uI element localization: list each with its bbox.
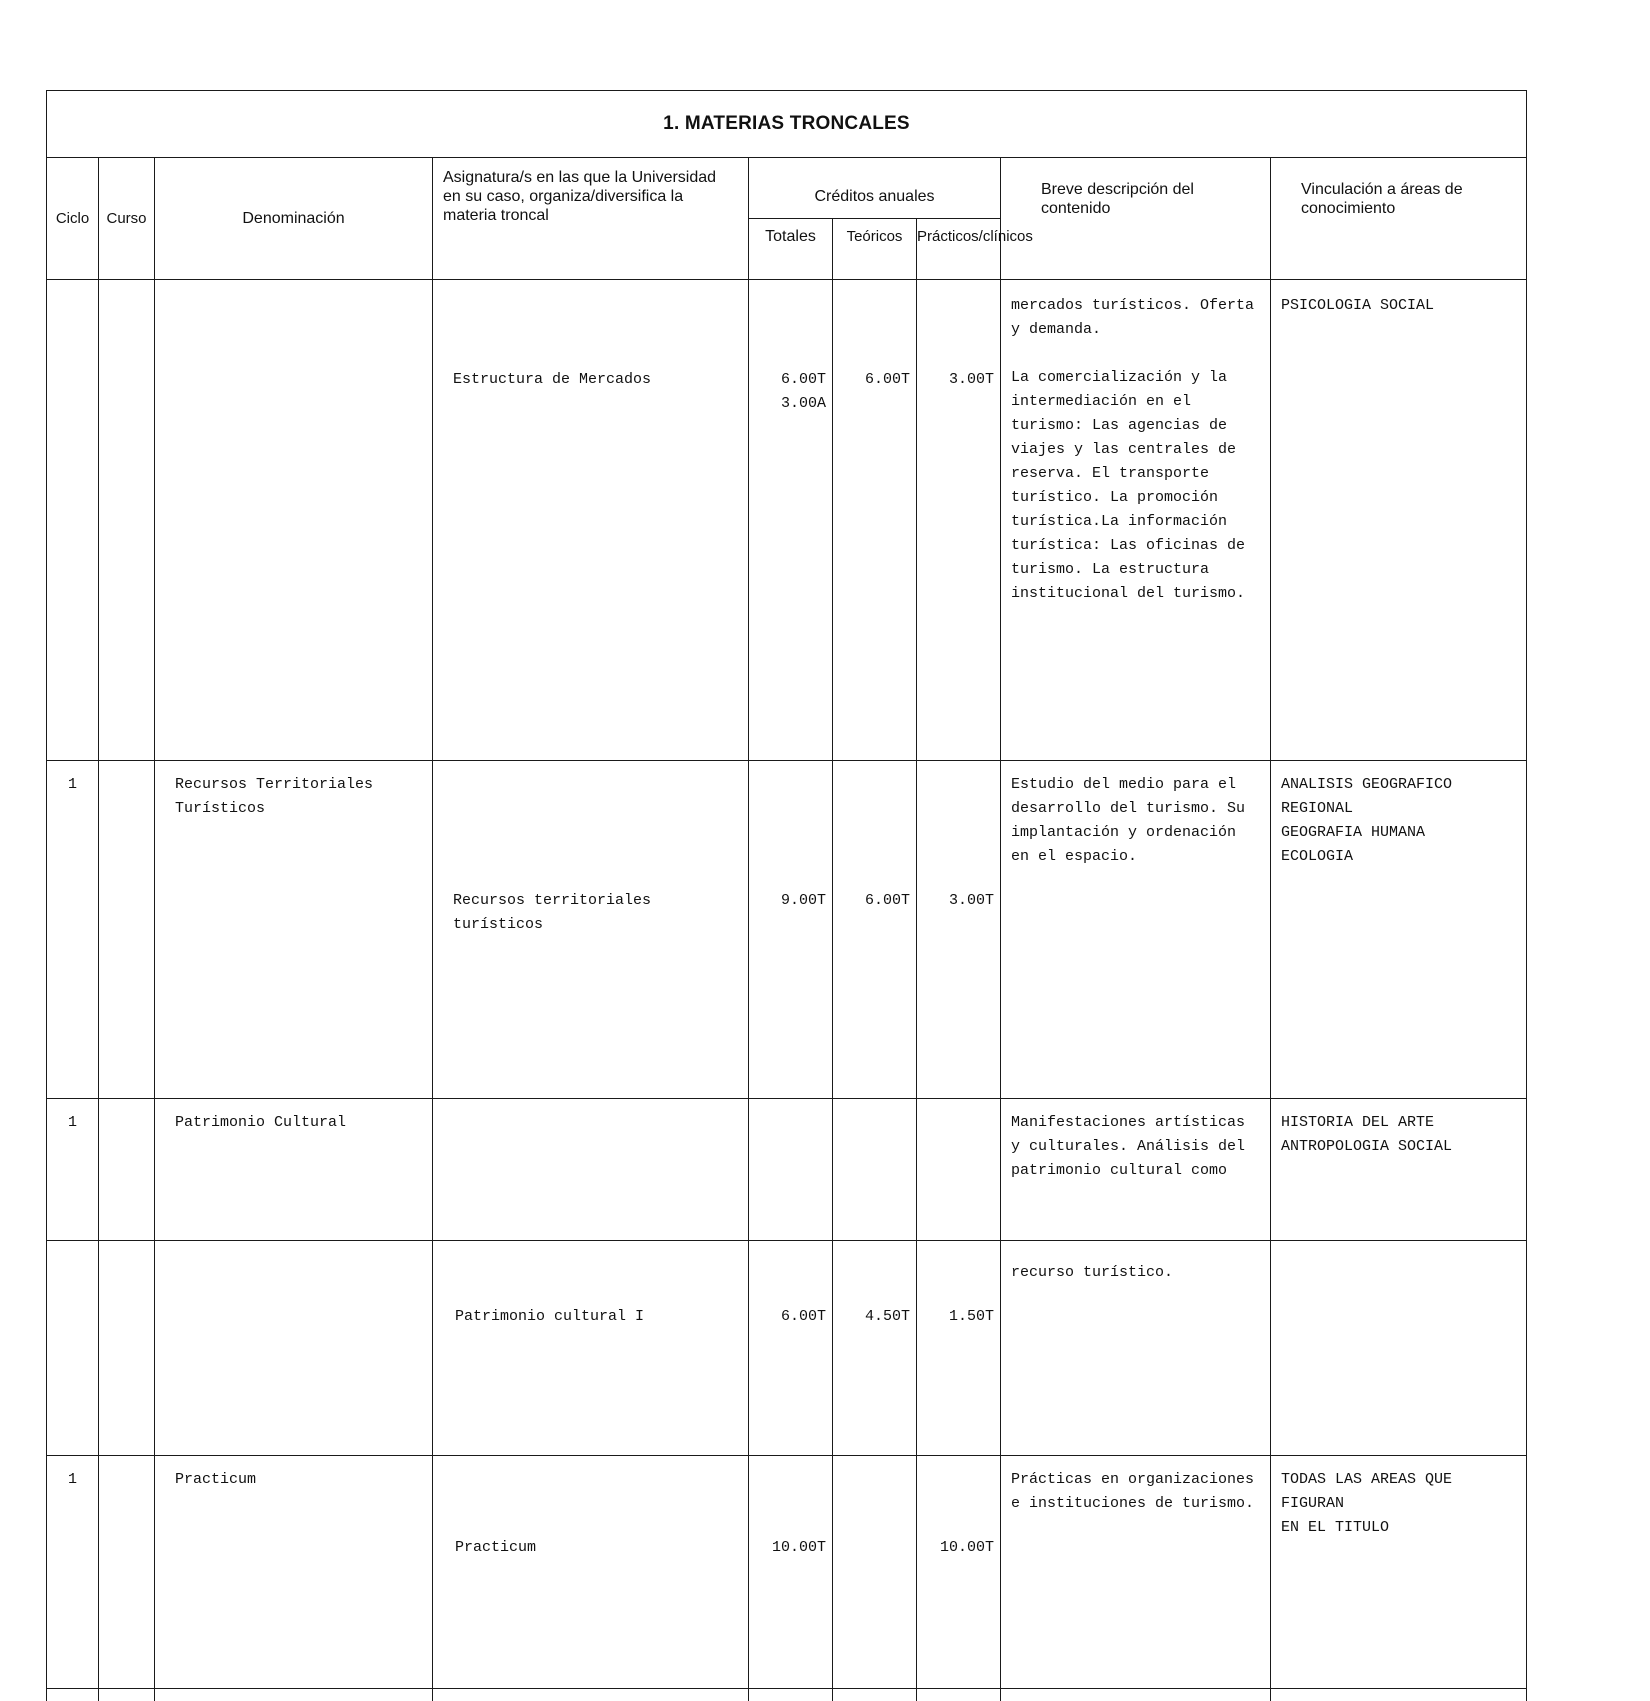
totales-cell <box>749 280 833 761</box>
teoricos-cell <box>833 1456 917 1689</box>
denominacion-cell: Practicum <box>155 1456 433 1689</box>
descripcion-cell: recurso turístico. <box>1001 1241 1271 1456</box>
header-denominacion: Denominación <box>155 158 433 280</box>
materias-troncales-table <box>46 90 1527 1701</box>
denominacion-cell: Patrimonio Cultural <box>155 1099 433 1241</box>
curso-cell <box>99 1099 155 1241</box>
asignatura-cell: Patrimonio cultural I <box>433 1241 749 1456</box>
practicos-cell <box>917 1099 1001 1241</box>
table-row-cutoff <box>47 1689 1527 1701</box>
totales-cell: 6.00T <box>749 1241 833 1456</box>
ciclo-cell: 1 <box>47 761 99 1099</box>
header-descripcion: Breve descripción del contenido <box>1001 158 1271 280</box>
table-row <box>47 761 1527 1099</box>
header-vinculacion: Vinculación a áreas de conocimiento <box>1271 158 1527 280</box>
table-row <box>47 280 1527 761</box>
totales-cell <box>749 1099 833 1241</box>
vinculacion-cell: ANALISIS GEOGRAFICO REGIONAL GEOGRAFIA HUMANA ECOLOGIA <box>1271 761 1527 1099</box>
denominacion-cell <box>155 1241 433 1456</box>
totales-line-1: 6.00T <box>759 368 826 392</box>
descripcion-cell: Manifestaciones artísticas y culturales. Análisis del patrimonio cultural como <box>1001 1099 1271 1241</box>
asignatura-cell: Recursos territoriales turísticos <box>433 761 749 1099</box>
vinculacion-cell: TODAS LAS AREAS QUE FIGURAN EN EL TITULO <box>1271 1456 1527 1689</box>
header-curso: Curso <box>99 158 155 280</box>
header-creditos: Créditos anuales <box>749 158 1001 219</box>
table-row <box>47 1099 1527 1241</box>
ciclo-cell: 1 <box>47 1456 99 1689</box>
table-title: 1. MATERIAS TRONCALES <box>47 91 1527 158</box>
denominacion-cell <box>155 280 433 761</box>
header-ciclo: Ciclo <box>47 158 99 280</box>
curso-cell <box>99 761 155 1099</box>
ciclo-cell <box>47 1241 99 1456</box>
totales-cell: 9.00T <box>749 761 833 1099</box>
asignatura-cell <box>433 1099 749 1241</box>
table-row <box>47 1241 1527 1456</box>
practicos-cell: 3.00T <box>917 761 1001 1099</box>
header-totales: Totales <box>749 219 833 280</box>
teoricos-cell: 4.50T <box>833 1241 917 1456</box>
practicos-cell: 1.50T <box>917 1241 1001 1456</box>
teoricos-cell: 6.00T <box>833 280 917 761</box>
practicos-cell: 10.00T <box>917 1456 1001 1689</box>
header-teoricos: Teóricos <box>833 219 917 280</box>
vinculacion-cell: HISTORIA DEL ARTE ANTROPOLOGIA SOCIAL <box>1271 1099 1527 1241</box>
table-row <box>47 1456 1527 1689</box>
descripcion-part-1: mercados turísticos. Oferta y demanda. <box>1011 294 1260 342</box>
descripcion-part-2: La comercialización y la intermediación en el turismo: Las agencias de viajes y las centrales de reserva. El transporte turístico. La promoción turística.La información turística: Las oficinas de turismo. La estructura institucional del turismo. <box>1011 366 1260 606</box>
asignatura-cell: Practicum <box>433 1456 749 1689</box>
descripcion-cell <box>1001 280 1271 761</box>
curso-cell <box>99 1241 155 1456</box>
denominacion-cell: Recursos Territoriales Turísticos <box>155 761 433 1099</box>
totales-cell: 10.00T <box>749 1456 833 1689</box>
teoricos-cell: 6.00T <box>833 761 917 1099</box>
vinculacion-cell <box>1271 1241 1527 1456</box>
totales-line-2: 3.00A <box>759 392 826 416</box>
descripcion-cell: Estudio del medio para el desarrollo del turismo. Su implantación y ordenación en el espacio. <box>1001 761 1271 1099</box>
teoricos-cell <box>833 1099 917 1241</box>
ciclo-cell: 1 <box>47 1099 99 1241</box>
curso-cell <box>99 280 155 761</box>
header-practicos: Prácticos/clínicos <box>917 219 1001 280</box>
vinculacion-cell: PSICOLOGIA SOCIAL <box>1271 280 1527 761</box>
descripcion-cell: Prácticas en organizaciones e instituciones de turismo. <box>1001 1456 1271 1689</box>
ciclo-cell <box>47 280 99 761</box>
curso-cell <box>99 1456 155 1689</box>
header-asignatura: Asignatura/s en las que la Universidad en su caso, organiza/diversifica la materia troncal <box>433 158 749 280</box>
asignatura-cell: Estructura de Mercados <box>433 280 749 761</box>
practicos-cell: 3.00T <box>917 280 1001 761</box>
